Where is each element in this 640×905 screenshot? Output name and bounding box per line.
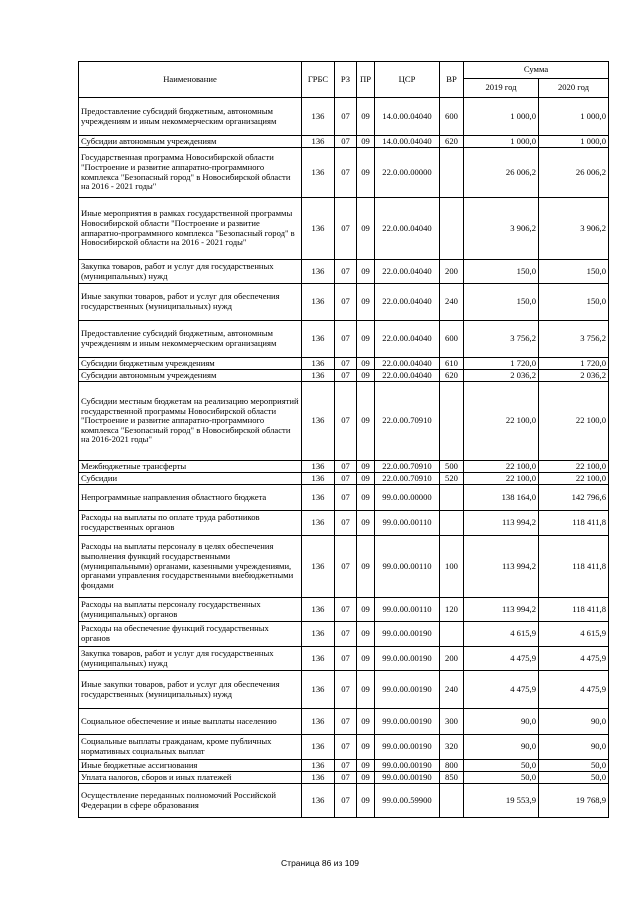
table-row	[79, 598, 609, 622]
table-row	[79, 198, 609, 260]
row-sum-2020: 50,0	[539, 760, 609, 772]
row-pr: 09	[357, 260, 375, 284]
row-name: Субсидии автономным учреждениям	[79, 370, 302, 382]
table-row	[79, 536, 609, 598]
table-row	[79, 671, 609, 709]
table-row	[79, 709, 609, 735]
header-sum: Сумма	[464, 62, 609, 79]
row-vr: 200	[440, 647, 464, 671]
row-grbs: 136	[302, 760, 335, 772]
row-pr: 09	[357, 148, 375, 198]
row-csr: 22.0.00.04040	[375, 370, 440, 382]
row-vr	[440, 485, 464, 511]
row-pr: 09	[357, 735, 375, 760]
row-sum-2019: 90,0	[464, 709, 539, 735]
row-sum-2019: 138 164,0	[464, 485, 539, 511]
row-vr: 520	[440, 473, 464, 485]
row-vr: 850	[440, 772, 464, 784]
row-sum-2020: 1 000,0	[539, 98, 609, 136]
row-csr: 22.0.00.70910	[375, 473, 440, 485]
row-sum-2019: 50,0	[464, 760, 539, 772]
row-vr: 200	[440, 260, 464, 284]
row-sum-2020: 22 100,0	[539, 473, 609, 485]
row-sum-2019: 22 100,0	[464, 461, 539, 473]
table-row	[79, 485, 609, 511]
row-sum-2020: 142 796,6	[539, 485, 609, 511]
row-pr: 09	[357, 784, 375, 818]
row-rz: 07	[335, 784, 357, 818]
row-name: Непрограммные направления областного бюджета	[79, 485, 302, 511]
table-row	[79, 136, 609, 148]
row-csr: 22.0.00.70910	[375, 382, 440, 461]
row-csr: 14.0.00.04040	[375, 98, 440, 136]
row-rz: 07	[335, 382, 357, 461]
row-csr: 99.0.00.00110	[375, 511, 440, 536]
row-pr: 09	[357, 598, 375, 622]
row-sum-2020: 2 036,2	[539, 370, 609, 382]
header-pr: ПР	[357, 62, 375, 98]
row-grbs: 136	[302, 598, 335, 622]
row-csr: 14.0.00.04040	[375, 136, 440, 148]
row-vr: 120	[440, 598, 464, 622]
row-vr: 620	[440, 370, 464, 382]
row-csr: 99.0.00.00190	[375, 647, 440, 671]
row-vr: 100	[440, 536, 464, 598]
row-name: Расходы на выплаты персоналу в целях обеспечения выполнения функций государственными (муниципальными) органами, казенными учреждениями, органами управления государственными внебюджетными фондами	[79, 536, 302, 598]
table-row	[79, 98, 609, 136]
row-grbs: 136	[302, 136, 335, 148]
row-sum-2019: 22 100,0	[464, 473, 539, 485]
row-pr: 09	[357, 511, 375, 536]
row-sum-2020: 118 411,8	[539, 511, 609, 536]
row-rz: 07	[335, 671, 357, 709]
row-csr: 22.0.00.00000	[375, 148, 440, 198]
row-rz: 07	[335, 772, 357, 784]
row-name: Социальное обеспечение и иные выплаты населению	[79, 709, 302, 735]
row-rz: 07	[335, 461, 357, 473]
row-sum-2020: 150,0	[539, 284, 609, 321]
header-name: Наименование	[79, 62, 302, 98]
row-pr: 09	[357, 485, 375, 511]
row-sum-2019: 113 994,2	[464, 511, 539, 536]
table-row	[79, 622, 609, 647]
row-vr: 240	[440, 671, 464, 709]
row-vr	[440, 511, 464, 536]
row-pr: 09	[357, 473, 375, 485]
row-grbs: 136	[302, 260, 335, 284]
header-year-2019: 2019 год	[464, 79, 539, 98]
row-rz: 07	[335, 735, 357, 760]
row-rz: 07	[335, 198, 357, 260]
row-vr: 620	[440, 136, 464, 148]
row-pr: 09	[357, 136, 375, 148]
row-sum-2020: 4 615,9	[539, 622, 609, 647]
row-grbs: 136	[302, 148, 335, 198]
row-vr	[440, 148, 464, 198]
row-sum-2019: 22 100,0	[464, 382, 539, 461]
row-sum-2020: 90,0	[539, 735, 609, 760]
row-sum-2019: 1 000,0	[464, 136, 539, 148]
row-rz: 07	[335, 321, 357, 358]
row-csr: 22.0.00.04040	[375, 321, 440, 358]
row-sum-2019: 19 553,9	[464, 784, 539, 818]
row-name: Межбюджетные трансферты	[79, 461, 302, 473]
row-vr: 600	[440, 98, 464, 136]
row-sum-2020: 3 756,2	[539, 321, 609, 358]
row-vr	[440, 784, 464, 818]
row-grbs: 136	[302, 622, 335, 647]
row-pr: 09	[357, 671, 375, 709]
row-name: Иные закупки товаров, работ и услуг для обеспечения государственных (муниципальных) нужд	[79, 284, 302, 321]
table-row	[79, 647, 609, 671]
row-grbs: 136	[302, 671, 335, 709]
row-pr: 09	[357, 622, 375, 647]
row-name: Предоставление субсидий бюджетным, автономным учреждениям и иным некоммерческим организациям	[79, 321, 302, 358]
row-sum-2020: 90,0	[539, 709, 609, 735]
row-name: Субсидии бюджетным учреждениям	[79, 358, 302, 370]
row-vr: 320	[440, 735, 464, 760]
row-vr	[440, 622, 464, 647]
row-vr: 240	[440, 284, 464, 321]
row-csr: 22.0.00.70910	[375, 461, 440, 473]
row-grbs: 136	[302, 485, 335, 511]
row-vr	[440, 198, 464, 260]
row-grbs: 136	[302, 735, 335, 760]
row-rz: 07	[335, 485, 357, 511]
row-sum-2020: 19 768,9	[539, 784, 609, 818]
row-pr: 09	[357, 772, 375, 784]
row-name: Государственная программа Новосибирской области "Построение и развитие аппаратно-программного комплекса "Безопасный город" в Новосибирской области на 2016 - 2021 годы"	[79, 148, 302, 198]
table-row	[79, 760, 609, 772]
row-name: Осуществление переданных полномочий Российской Федерации в сфере образования	[79, 784, 302, 818]
row-grbs: 136	[302, 536, 335, 598]
row-rz: 07	[335, 473, 357, 485]
row-grbs: 136	[302, 198, 335, 260]
row-csr: 99.0.00.00000	[375, 485, 440, 511]
row-csr: 22.0.00.04040	[375, 260, 440, 284]
row-csr: 99.0.00.00190	[375, 622, 440, 647]
row-name: Закупка товаров, работ и услуг для государственных (муниципальных) нужд	[79, 647, 302, 671]
row-sum-2019: 1 720,0	[464, 358, 539, 370]
row-sum-2019: 2 036,2	[464, 370, 539, 382]
row-name: Предоставление субсидий бюджетным, автономным учреждениям и иным некоммерческим организациям	[79, 98, 302, 136]
row-sum-2020: 22 100,0	[539, 382, 609, 461]
header-year-2020: 2020 год	[539, 79, 609, 98]
row-csr: 99.0.00.00190	[375, 671, 440, 709]
row-sum-2019: 1 000,0	[464, 98, 539, 136]
row-grbs: 136	[302, 284, 335, 321]
row-rz: 07	[335, 511, 357, 536]
row-sum-2019: 4 615,9	[464, 622, 539, 647]
table-body	[79, 98, 609, 818]
row-rz: 07	[335, 284, 357, 321]
row-sum-2019: 150,0	[464, 260, 539, 284]
row-pr: 09	[357, 647, 375, 671]
table-row	[79, 473, 609, 485]
row-csr: 99.0.00.00110	[375, 536, 440, 598]
row-grbs: 136	[302, 370, 335, 382]
row-pr: 09	[357, 370, 375, 382]
row-csr: 99.0.00.00110	[375, 598, 440, 622]
row-sum-2020: 4 475,9	[539, 647, 609, 671]
row-vr: 600	[440, 321, 464, 358]
row-name: Иные мероприятия в рамках государственной программы Новосибирской области "Построение и развитие аппаратно-программного комплекса "Безопасный город" в Новосибирской области на 2016 - 2021 годы"	[79, 198, 302, 260]
row-grbs: 136	[302, 321, 335, 358]
table-row	[79, 772, 609, 784]
row-sum-2019: 50,0	[464, 772, 539, 784]
row-rz: 07	[335, 536, 357, 598]
budget-table	[78, 61, 609, 818]
table-row	[79, 321, 609, 358]
row-pr: 09	[357, 358, 375, 370]
table-row	[79, 284, 609, 321]
row-sum-2020: 22 100,0	[539, 461, 609, 473]
row-rz: 07	[335, 760, 357, 772]
row-pr: 09	[357, 536, 375, 598]
row-sum-2019: 150,0	[464, 284, 539, 321]
page-number: Страница 86 из 109	[281, 858, 359, 868]
row-name: Субсидии	[79, 473, 302, 485]
row-sum-2020: 4 475,9	[539, 671, 609, 709]
row-name: Закупка товаров, работ и услуг для государственных (муниципальных) нужд	[79, 260, 302, 284]
row-name: Иные закупки товаров, работ и услуг для обеспечения государственных (муниципальных) нужд	[79, 671, 302, 709]
header-grbs: ГРБС	[302, 62, 335, 98]
row-vr	[440, 382, 464, 461]
row-sum-2019: 113 994,2	[464, 536, 539, 598]
row-rz: 07	[335, 148, 357, 198]
row-vr: 610	[440, 358, 464, 370]
row-rz: 07	[335, 136, 357, 148]
row-grbs: 136	[302, 473, 335, 485]
row-sum-2020: 118 411,8	[539, 598, 609, 622]
row-sum-2019: 113 994,2	[464, 598, 539, 622]
row-csr: 99.0.00.00190	[375, 735, 440, 760]
row-sum-2019: 3 756,2	[464, 321, 539, 358]
table-row	[79, 370, 609, 382]
row-pr: 09	[357, 321, 375, 358]
row-grbs: 136	[302, 647, 335, 671]
row-rz: 07	[335, 709, 357, 735]
row-grbs: 136	[302, 358, 335, 370]
row-csr: 99.0.00.00190	[375, 760, 440, 772]
row-pr: 09	[357, 198, 375, 260]
row-rz: 07	[335, 622, 357, 647]
row-pr: 09	[357, 461, 375, 473]
row-grbs: 136	[302, 784, 335, 818]
row-grbs: 136	[302, 511, 335, 536]
row-rz: 07	[335, 647, 357, 671]
table-row	[79, 511, 609, 536]
row-grbs: 136	[302, 772, 335, 784]
row-sum-2019: 4 475,9	[464, 671, 539, 709]
row-sum-2020: 118 411,8	[539, 536, 609, 598]
row-csr: 99.0.00.00190	[375, 709, 440, 735]
row-rz: 07	[335, 358, 357, 370]
row-sum-2019: 26 006,2	[464, 148, 539, 198]
row-grbs: 136	[302, 709, 335, 735]
table-row	[79, 260, 609, 284]
row-name: Расходы на обеспечение функций государственных органов	[79, 622, 302, 647]
table-row	[79, 735, 609, 760]
row-sum-2019: 4 475,9	[464, 647, 539, 671]
row-sum-2020: 3 906,2	[539, 198, 609, 260]
row-grbs: 136	[302, 98, 335, 136]
row-rz: 07	[335, 98, 357, 136]
row-name: Социальные выплаты гражданам, кроме публичных нормативных социальных выплат	[79, 735, 302, 760]
row-pr: 09	[357, 284, 375, 321]
row-name: Расходы на выплаты по оплате труда работников государственных органов	[79, 511, 302, 536]
row-pr: 09	[357, 382, 375, 461]
row-name: Расходы на выплаты персоналу государственных (муниципальных) органов	[79, 598, 302, 622]
row-rz: 07	[335, 598, 357, 622]
table-row	[79, 358, 609, 370]
table-row	[79, 148, 609, 198]
row-csr: 99.0.00.00190	[375, 772, 440, 784]
row-pr: 09	[357, 760, 375, 772]
row-rz: 07	[335, 260, 357, 284]
table-row	[79, 382, 609, 461]
row-name: Уплата налогов, сборов и иных платежей	[79, 772, 302, 784]
row-csr: 22.0.00.04040	[375, 284, 440, 321]
row-csr: 22.0.00.04040	[375, 198, 440, 260]
row-grbs: 136	[302, 461, 335, 473]
row-csr: 99.0.00.59900	[375, 784, 440, 818]
row-sum-2019: 90,0	[464, 735, 539, 760]
row-vr: 800	[440, 760, 464, 772]
header-vr: ВР	[440, 62, 464, 98]
row-csr: 22.0.00.04040	[375, 358, 440, 370]
row-sum-2020: 1 000,0	[539, 136, 609, 148]
header-rz: РЗ	[335, 62, 357, 98]
row-sum-2020: 1 720,0	[539, 358, 609, 370]
row-name: Субсидии автономным учреждениям	[79, 136, 302, 148]
row-name: Иные бюджетные ассигнования	[79, 760, 302, 772]
row-grbs: 136	[302, 382, 335, 461]
row-sum-2020: 150,0	[539, 260, 609, 284]
row-sum-2020: 26 006,2	[539, 148, 609, 198]
row-rz: 07	[335, 370, 357, 382]
header-csr: ЦСР	[375, 62, 440, 98]
table-row	[79, 461, 609, 473]
row-sum-2019: 3 906,2	[464, 198, 539, 260]
row-pr: 09	[357, 98, 375, 136]
row-pr: 09	[357, 709, 375, 735]
row-vr: 300	[440, 709, 464, 735]
row-sum-2020: 50,0	[539, 772, 609, 784]
row-name: Субсидии местным бюджетам на реализацию мероприятий государственной программы Новосибирской области "Построение и развитие аппаратно-программного комплекса "Безопасный город" в Новосибирской области на 2016-2021 годы"	[79, 382, 302, 461]
row-vr: 500	[440, 461, 464, 473]
table-row	[79, 784, 609, 818]
